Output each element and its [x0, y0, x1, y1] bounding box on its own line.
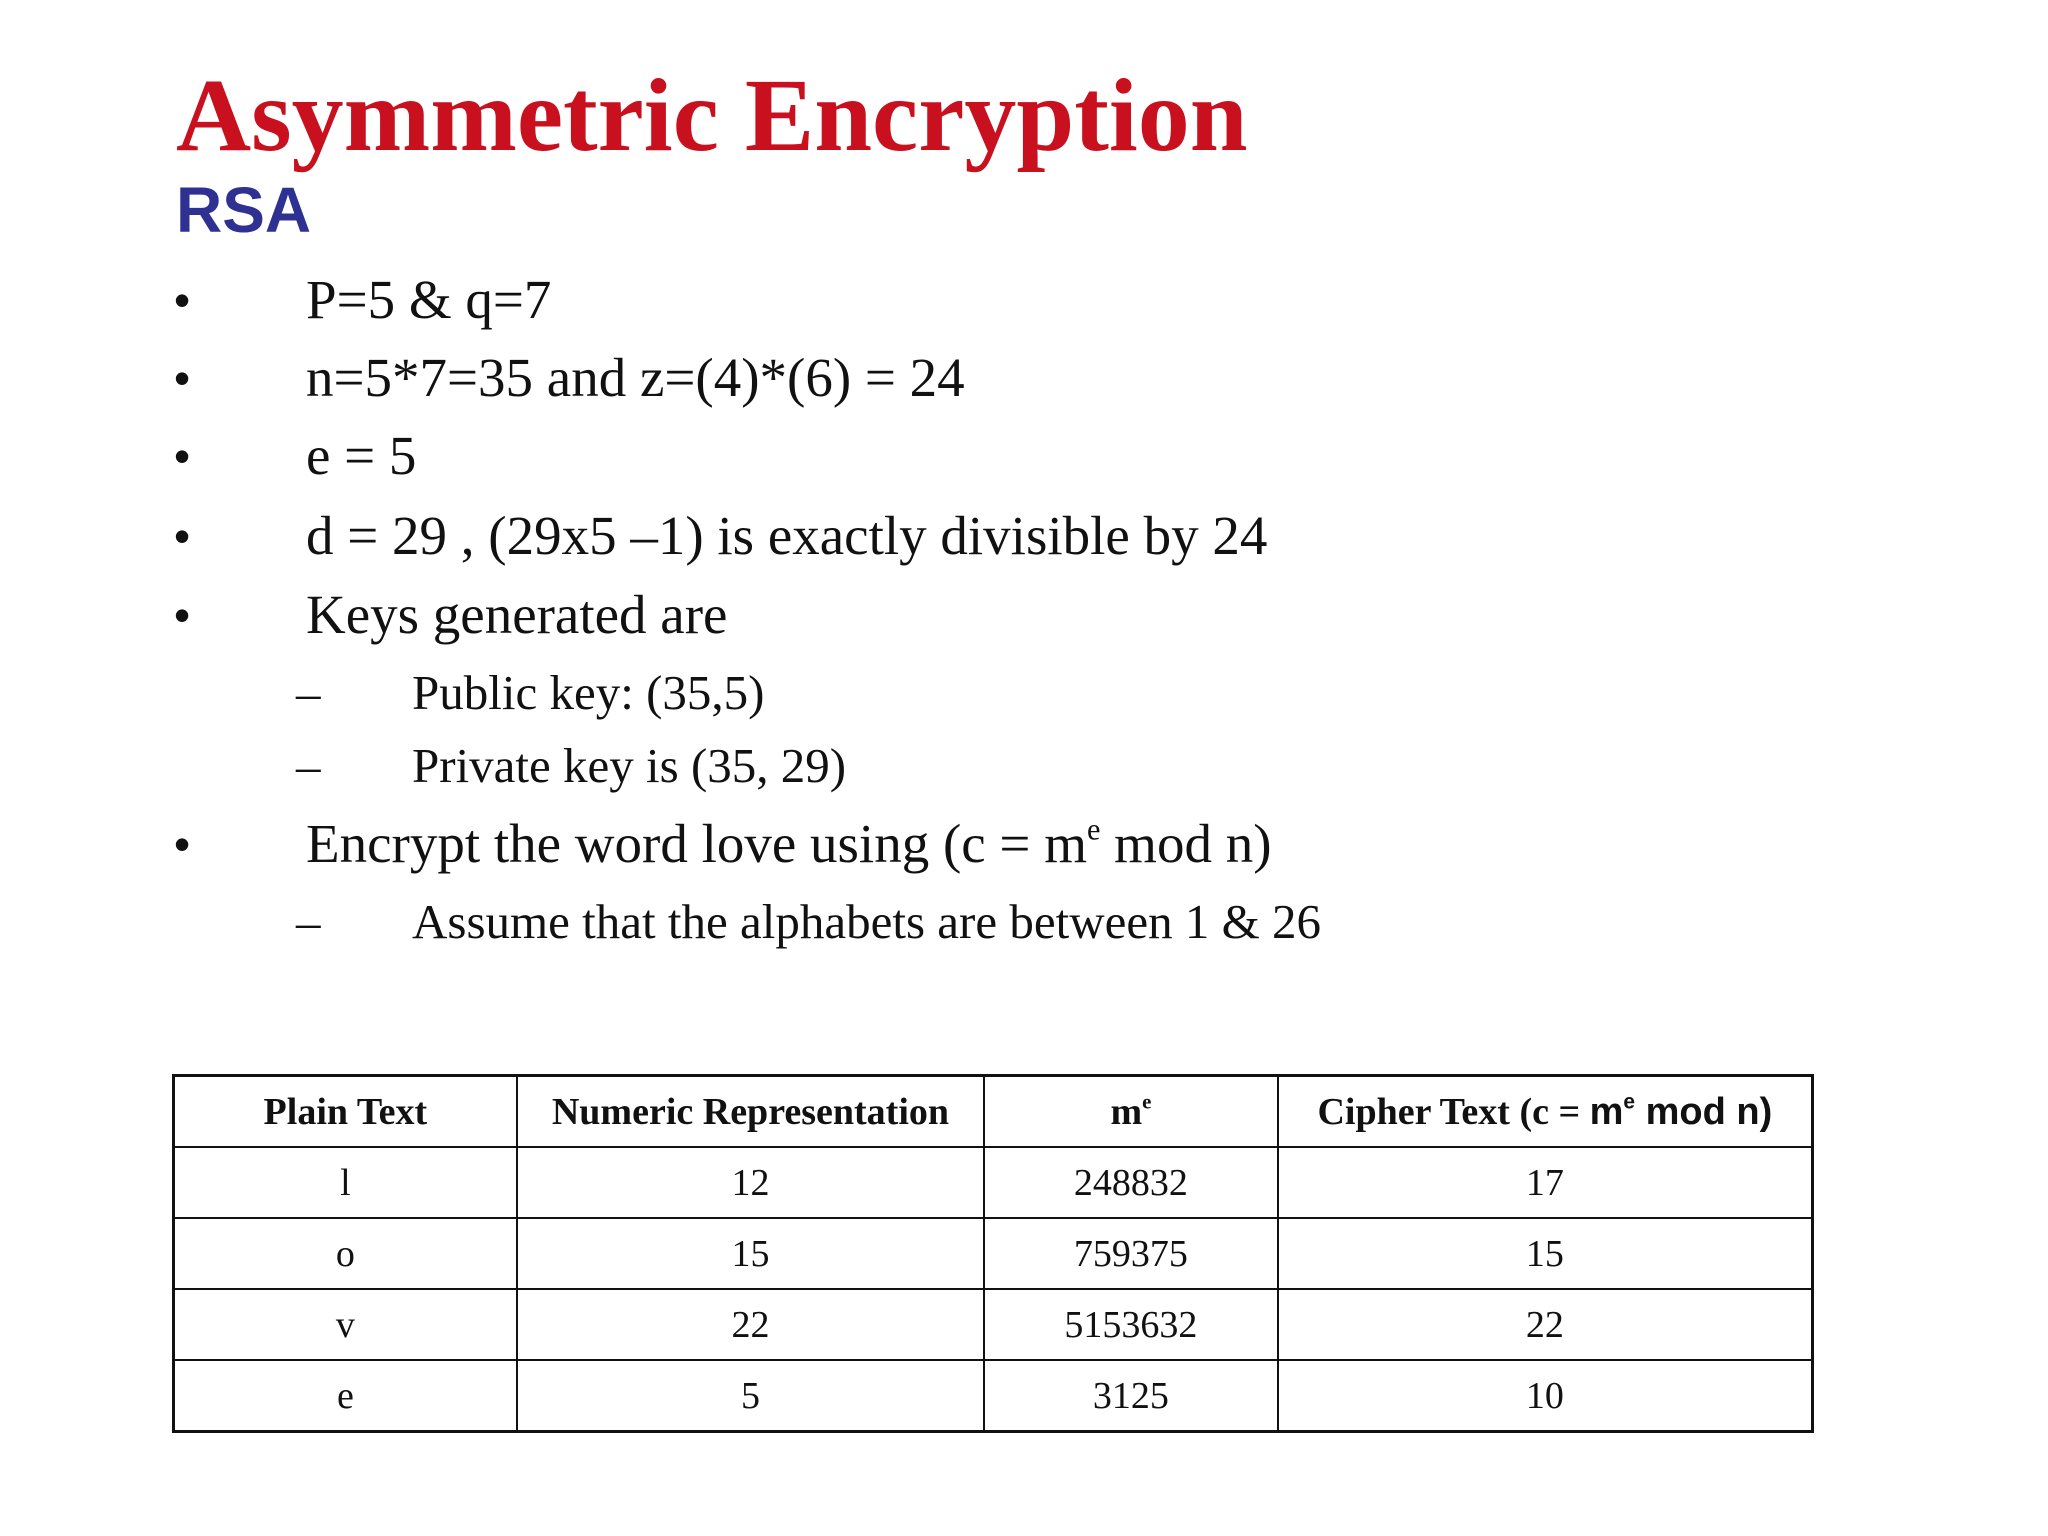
- cell-m-power-e: 248832: [984, 1147, 1278, 1218]
- bullet-marker: •: [174, 274, 191, 326]
- cell-numeric: 12: [517, 1147, 984, 1218]
- header-me-exponent: e: [1142, 1088, 1152, 1113]
- slide-subtitle: RSA: [176, 174, 312, 246]
- bullet-exponent-e: e = 5: [306, 425, 417, 486]
- header-cipher-m: m: [1589, 1090, 1624, 1133]
- bullet-marker: •: [174, 352, 191, 404]
- table-row: [174, 1360, 1813, 1432]
- dash-marker: –: [296, 738, 321, 793]
- encryption-table: [172, 1074, 1814, 1433]
- slide-title: Asymmetric Encryption: [176, 58, 1248, 173]
- header-cipher-exponent: e: [1623, 1089, 1636, 1113]
- cell-numeric: 15: [517, 1218, 984, 1289]
- bullet-marker: •: [174, 430, 191, 482]
- header-cipher-suffix: mod n): [1635, 1090, 1773, 1133]
- bullet-marker: •: [174, 818, 191, 870]
- cell-numeric: 22: [517, 1289, 984, 1360]
- encrypt-exponent: e: [1086, 812, 1101, 847]
- cell-m-power-e: 759375: [984, 1218, 1278, 1289]
- header-cipher-prefix: Cipher Text (c =: [1317, 1090, 1590, 1133]
- dash-marker: –: [296, 894, 321, 949]
- cell-m-power-e: 3125: [984, 1360, 1278, 1432]
- cell-plain: v: [174, 1289, 517, 1360]
- cell-cipher: 10: [1278, 1360, 1813, 1432]
- bullet-modulus: n=5*7=35 and z=(4)*(6) = 24: [306, 347, 965, 408]
- bullet-primes: P=5 & q=7: [306, 269, 552, 330]
- table-header-row: [174, 1076, 1813, 1148]
- bullet-encrypt: [306, 812, 1272, 876]
- cell-plain: o: [174, 1218, 517, 1289]
- header-cipher-text: [1278, 1076, 1813, 1148]
- sub-private-key: Private key is (35, 29): [412, 738, 847, 793]
- cell-cipher: 15: [1278, 1218, 1813, 1289]
- cell-plain: e: [174, 1360, 517, 1432]
- cell-numeric: 5: [517, 1360, 984, 1432]
- table-row: [174, 1289, 1813, 1360]
- header-me-base: m: [1110, 1090, 1143, 1133]
- cell-cipher: 17: [1278, 1147, 1813, 1218]
- header-m-power-e: [984, 1076, 1278, 1148]
- header-plain-text: Plain Text: [174, 1076, 517, 1148]
- cell-plain: l: [174, 1147, 517, 1218]
- bullet-marker: •: [174, 510, 191, 562]
- cell-m-power-e: 5153632: [984, 1289, 1278, 1360]
- bullet-keys-generated: Keys generated are: [306, 584, 728, 645]
- dash-marker: –: [296, 665, 321, 720]
- table-row: [174, 1147, 1813, 1218]
- cell-cipher: 22: [1278, 1289, 1813, 1360]
- bullet-marker: •: [174, 589, 191, 641]
- encrypt-prefix: Encrypt the word love using (c = m: [306, 813, 1087, 874]
- encrypt-suffix: mod n): [1100, 813, 1272, 874]
- table-row: [174, 1218, 1813, 1289]
- bullet-exponent-d: d = 29 , (29x5 –1) is exactly divisible by 24: [306, 505, 1268, 566]
- sub-public-key: Public key: (35,5): [412, 665, 765, 720]
- sub-alphabet-assumption: Assume that the alphabets are between 1 & 26: [412, 894, 1321, 949]
- header-numeric-representation: Numeric Representation: [517, 1076, 984, 1148]
